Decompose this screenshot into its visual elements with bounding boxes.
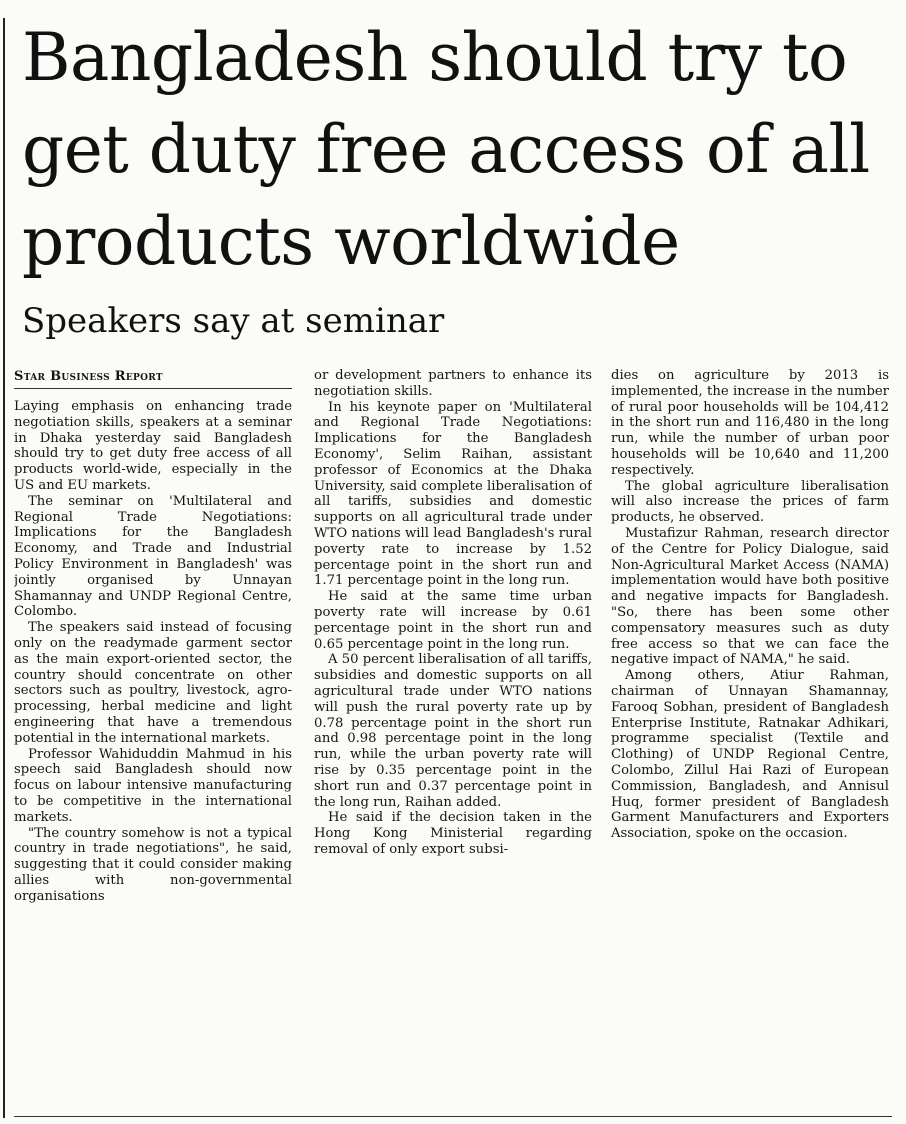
paragraph: In his keynote paper on 'Multilateral and Regional Trade Negotiations: Implications for the Bangladesh Economy', Selim Raihan, assistant professor of Economics at the Dhaka University, said complete liberalisation of all tariffs, subsidies and domestic supports on all agricultural trade under WTO nations will lead Bangladesh's rural poverty rate to increase by 1.52 percentage point in the short run and 1.71 percentage point in the long run. <box>314 399 592 589</box>
headline: Bangladesh should try to get duty free access of all products worldwide <box>22 19 870 280</box>
paragraph: Mustafizur Rahman, research director of the Centre for Policy Dialogue, said Non-Agricultural Market Access (NAMA) implementation would have both positive and negative impacts for Bangladesh. "So, there has been some other compensatory measures such as duty free access so that we can face the negative impact of NAMA," he said. <box>611 525 889 668</box>
byline-rule <box>14 388 292 389</box>
paragraph: Professor Wahiduddin Mahmud in his speech said Bangladesh should now focus on labour intensive manufacturing to be competitive in the international markets. <box>14 746 292 825</box>
paragraph: Laying emphasis on enhancing trade negotiation skills, speakers at a seminar in Dhaka yesterday said Bangladesh should try to get duty free access of all products world-wide, especially in the US and EU markets. <box>14 399 292 493</box>
paragraph: The speakers said instead of focusing only on the readymade garment sector as the main export-oriented sector, the country should concentrate on other sectors such as poultry, livestock, agro-processing, herbal medicine and light engineering that have a tremendous potential in the international markets. <box>14 620 292 746</box>
paragraph: The seminar on 'Multilateral and Regional Trade Negotiations: Implications for the Bangladesh Economy, and Trade and Industrial Policy Environment in Bangladesh' was jointly organised by Unnayan Shamannay and UNDP Regional Centre, Colombo. <box>14 493 292 620</box>
left-column-rule <box>3 18 5 1118</box>
bottom-rule <box>14 1116 892 1117</box>
article-body <box>14 368 894 1118</box>
column-3 <box>611 368 889 1120</box>
paragraph: dies on agriculture by 2013 is implemented, the increase in the number of rural poor households will be 104,412 in the short run and 116,480 in the long run, while the number of urban poor households will be 10,640 and 11,200 respectively. <box>611 368 889 478</box>
paragraph: A 50 percent liberalisation of all tariffs, subsidies and domestic supports on all agricultural trade under WTO nations will push the rural poverty rate up by 0.78 percentage point in the short run and 0.98 percentage point in the long run, while the urban poverty rate will rise by 0.35 percentage point in the short run and 0.37 percentage point in the long run, Raihan added. <box>314 652 592 810</box>
paragraph: "The country somehow is not a typical country in trade negotiations", he said, suggesting that it could consider making allies with non-governmental organisations <box>14 825 292 904</box>
paragraph: Among others, Atiur Rahman, chairman of Unnayan Shamannay, Farooq Sobhan, president of Bangladesh Enterprise Institute, Ratnakar Adhikari, programme specialist (Textile and Clothing) of UNDP Regional Centre, Colombo, Zillul Hai Razi of European Commission, Bangladesh, and Annisul Huq, former president of Bangladesh Garment Manufacturers and Exporters Association, spoke on the occasion. <box>611 668 889 842</box>
paragraph: The global agriculture liberalisation will also increase the prices of farm products, he observed. <box>611 478 889 526</box>
paragraph: He said if the decision taken in the Hong Kong Ministerial regarding removal of only export subsi- <box>314 810 592 857</box>
byline: Star Business Report <box>14 369 163 384</box>
column-1 <box>14 368 292 1120</box>
paragraph: He said at the same time urban poverty rate will increase by 0.61 percentage point in the short run and 0.65 percentage point in the long run. <box>314 589 592 652</box>
paragraph: or development partners to enhance its negotiation skills. <box>314 368 592 399</box>
subheadline: Speakers say at seminar <box>22 301 445 341</box>
column-2 <box>314 368 592 1120</box>
